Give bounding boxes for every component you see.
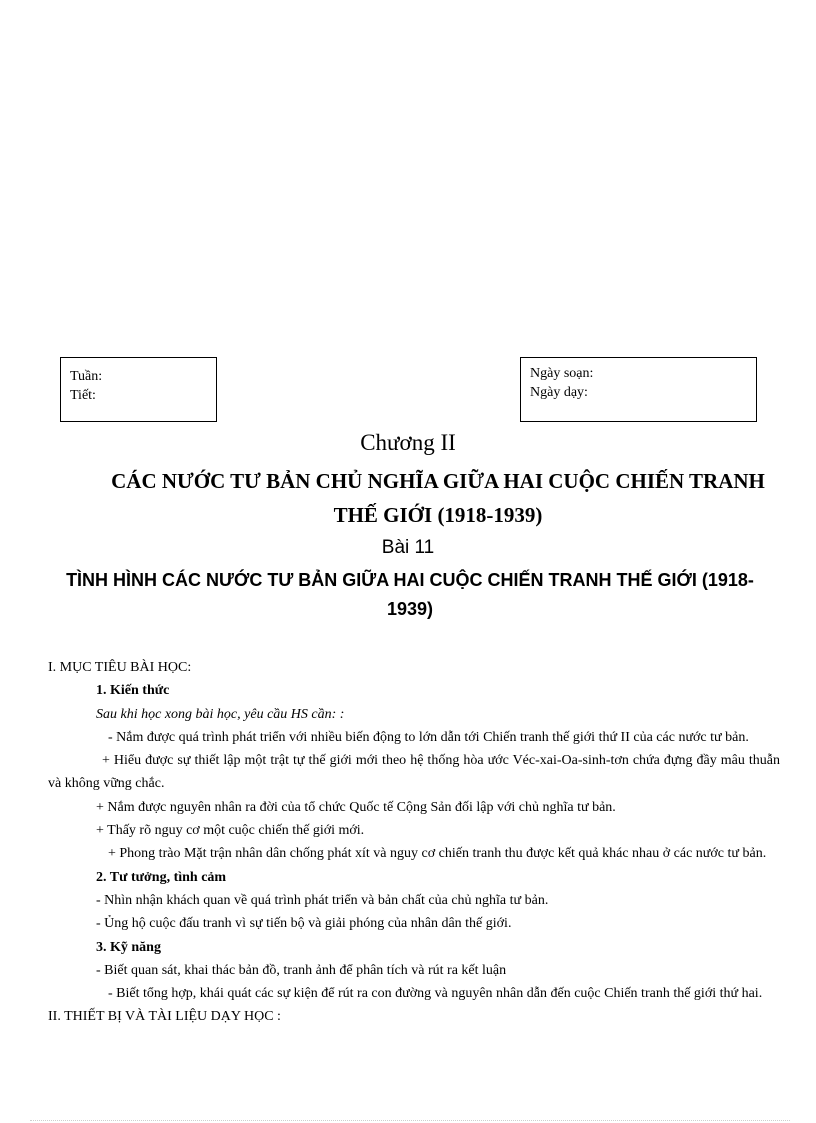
week-period-box — [60, 357, 217, 422]
chapter-label: Chương II — [360, 430, 456, 455]
page-bottom-divider — [30, 1120, 790, 1121]
prep-date-label: Ngày soạn: — [530, 366, 594, 381]
attitude-heading: 2. Tư tưởng, tình cảm — [96, 869, 227, 885]
knowledge-item: - Nắm được quá trình phát triển với nhiều biến động to lớn dẫn tới Chiến tranh thế giới thứ II của các nước tư bản. — [108, 729, 749, 745]
attitude-item: - Ủng hộ cuộc đấu tranh vì sự tiến bộ và giải phóng của nhân dân thế giới. — [96, 916, 512, 932]
section-objectives-heading: I. MỤC TIÊU BÀI HỌC: — [48, 660, 192, 675]
week-label: Tuần: — [70, 369, 103, 384]
lesson-number: Bài 11 — [381, 537, 435, 558]
period-label: Tiết: — [70, 388, 96, 403]
section-equipment-heading: II. THIẾT BỊ VÀ TÀI LIỆU DẠY HỌC : — [48, 1009, 281, 1025]
date-box — [520, 357, 757, 422]
skills-item: - Biết tổng hợp, khái quát các sự kiện để rút ra con đường và nguyên nhân dẫn đến cuộc Chiến tranh thế giới thứ hai. — [108, 986, 763, 1002]
knowledge-item: + Thấy rõ nguy cơ một cuộc chiến thế giới mới. — [96, 823, 365, 839]
skills-item: - Biết quan sát, khai thác bản đồ, tranh ảnh để phân tích và rút ra kết luận — [96, 962, 507, 978]
chapter-title: CÁC NƯỚC TƯ BẢN CHỦ NGHĨA GIỮA HAI CUỘC CHIẾN TRANH THẾ GIỚI (1918-1939) — [111, 469, 765, 527]
knowledge-item: + Nắm được nguyên nhân ra đời của tổ chức Quốc tế Cộng Sản đối lập với chủ nghĩa tư bản. — [96, 799, 616, 815]
knowledge-intro: Sau khi học xong bài học, yêu cầu HS cần: : — [96, 706, 345, 722]
lesson-content — [48, 656, 780, 1029]
knowledge-heading: 1. Kiến thức — [96, 683, 170, 699]
knowledge-item: + Hiểu được sự thiết lập một trật tự thế giới mới theo hệ thống hòa ước Véc-xai-Oa-sinh-tơn chứa đựng đầy mâu thuẫn và không vững chắc. — [48, 753, 780, 792]
skills-heading: 3. Kỹ năng — [96, 939, 161, 955]
knowledge-item: + Phong trào Mặt trận nhân dân chống phát xít và nguy cơ chiến tranh thu được kết quả khác nhau ở các nước tư bản. — [108, 846, 767, 862]
attitude-item: - Nhìn nhận khách quan về quá trình phát triển và bản chất của chủ nghĩa tư bản. — [96, 892, 549, 908]
lesson-title: TÌNH HÌNH CÁC NƯỚC TƯ BẢN GIỮA HAI CUỘC CHIẾN TRANH THẾ GIỚI (1918-1939) — [66, 570, 754, 619]
teach-date-label: Ngày dạy: — [530, 385, 588, 400]
